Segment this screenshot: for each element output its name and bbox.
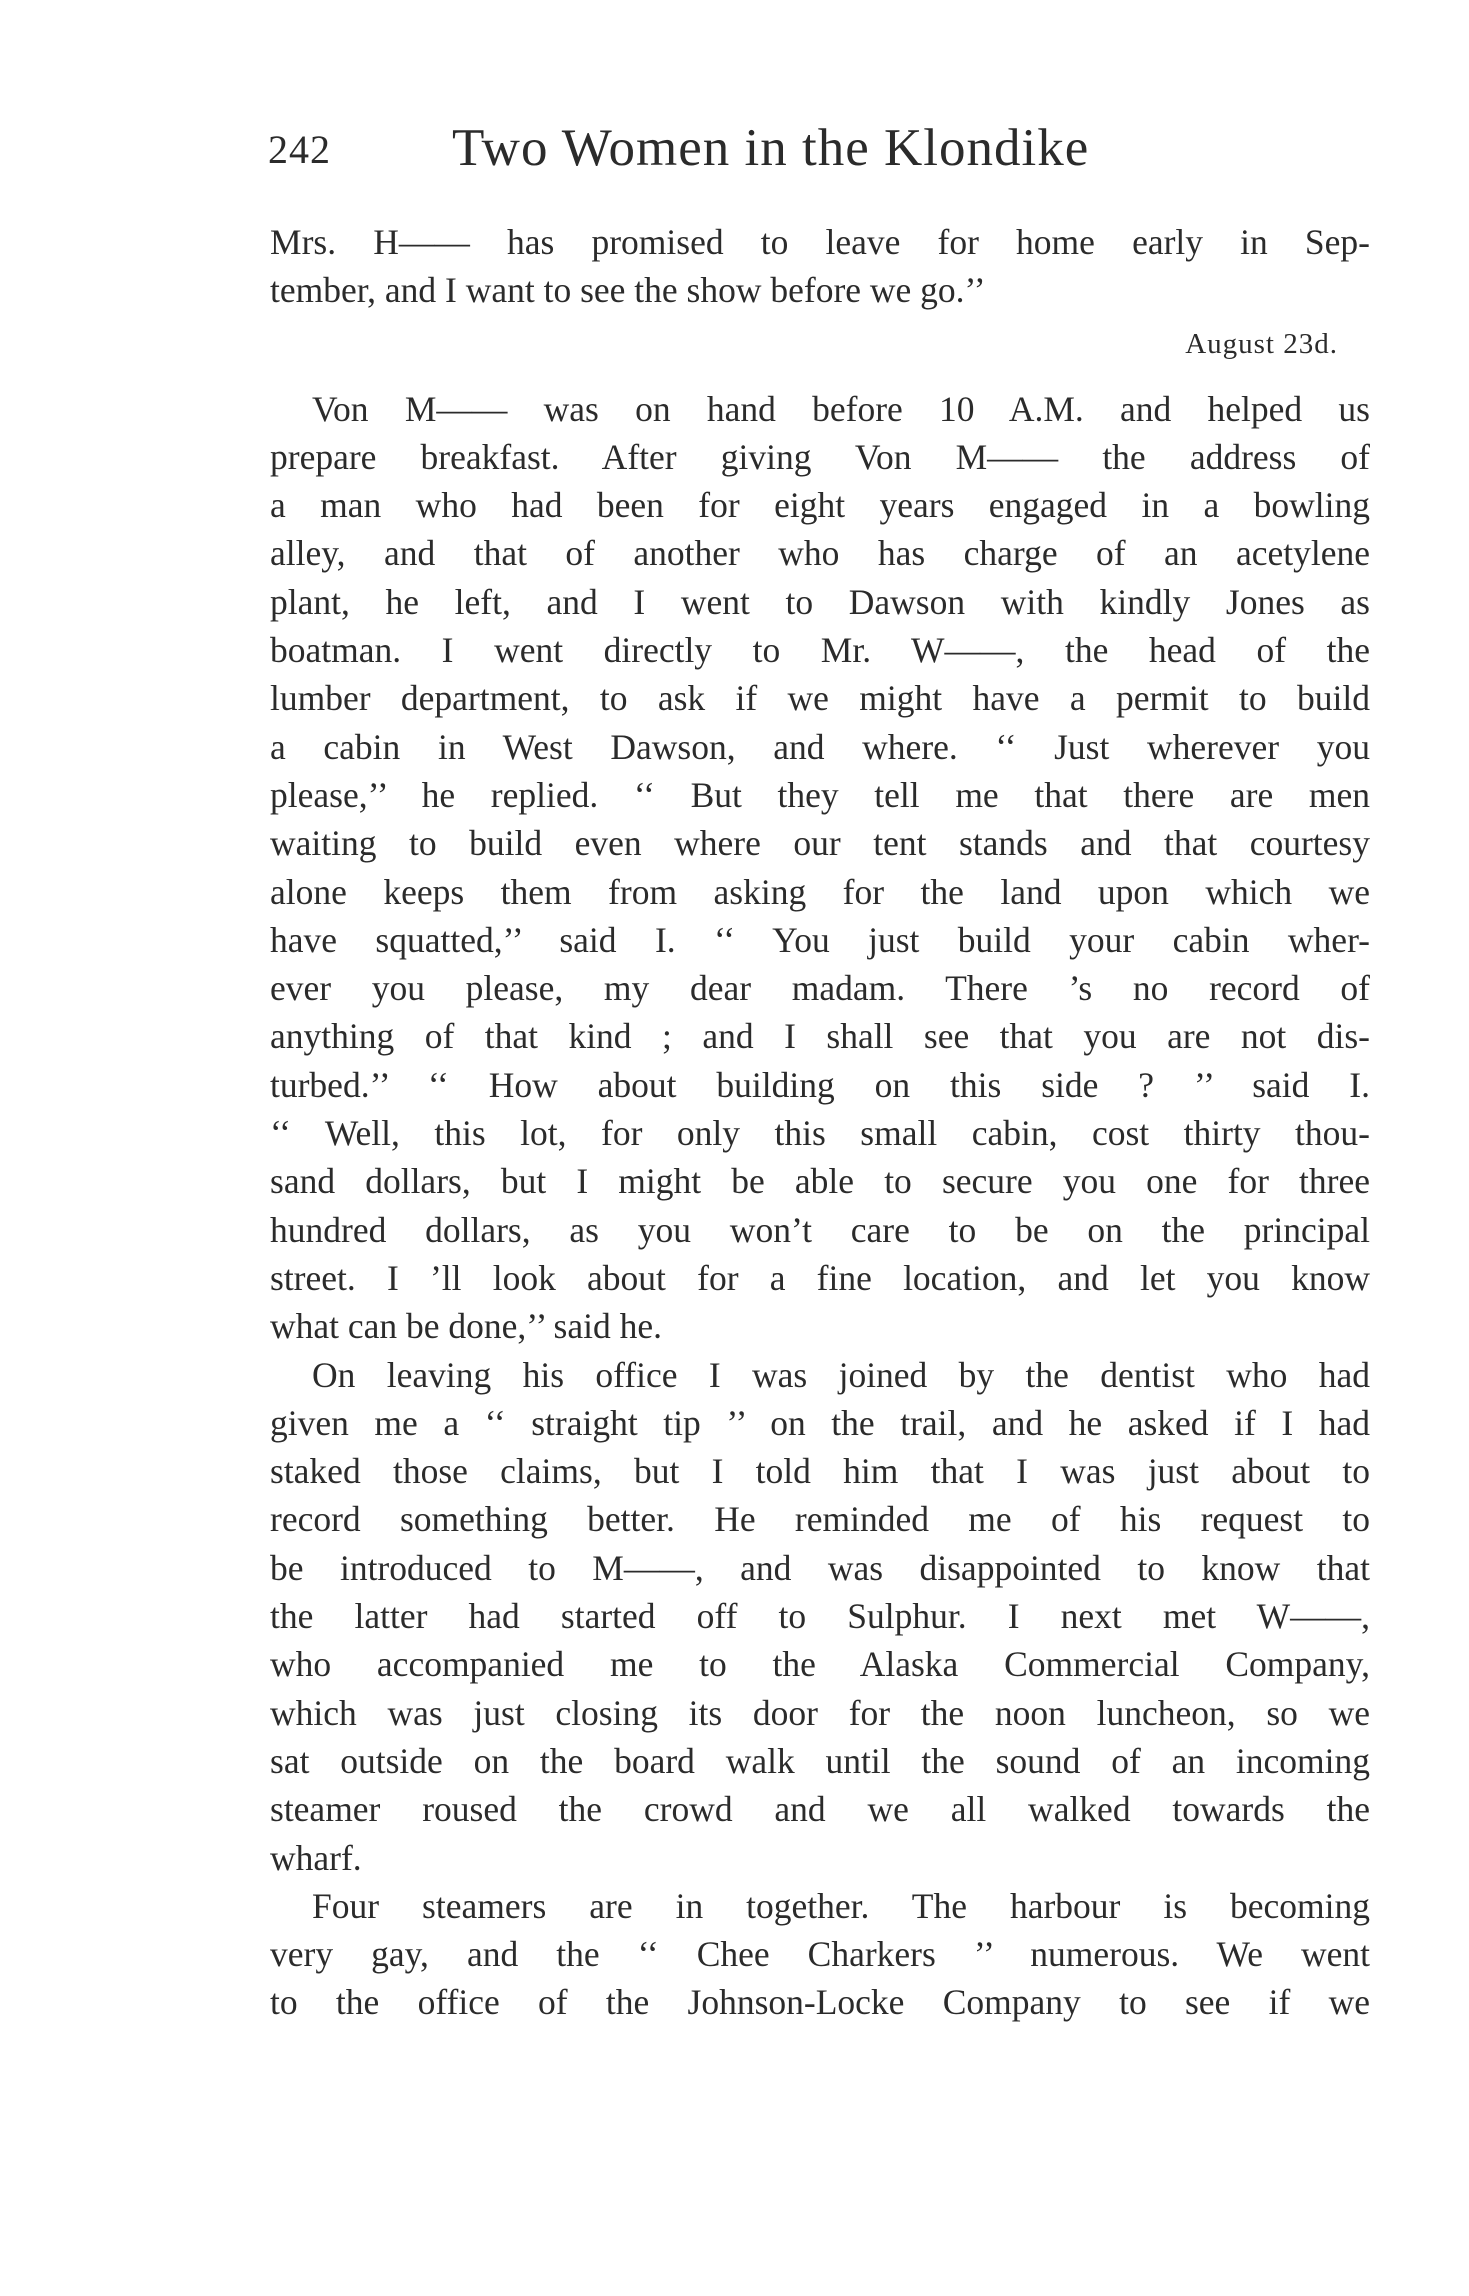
text-line: steamer roused the crowd and we all walked towards the xyxy=(270,1789,1370,1830)
text-line: hundred dollars, as you won’t care to be on the principal xyxy=(270,1209,1370,1250)
text-line: anything of that kind ; and I shall see that you are not dis- xyxy=(270,1016,1370,1057)
text-line: boatman. I went directly to Mr. W——, the head of the xyxy=(270,630,1370,671)
text-line: lumber department, to ask if we might have a permit to build xyxy=(270,678,1370,719)
text-line: record something better. He reminded me of his request to xyxy=(270,1499,1370,1540)
text-line: the latter had started off to Sulphur. I next met W——, xyxy=(270,1596,1370,1637)
text-line: Von M—— was on hand before 10 A.M. and helped us xyxy=(312,388,1370,429)
text-line: prepare breakfast. After giving Von M—— the address of xyxy=(270,436,1370,477)
text-line: a man who had been for eight years engaged in a bowling xyxy=(270,485,1370,526)
text-line: Mrs. H—— has promised to leave for home early in Sep- xyxy=(270,222,1370,262)
body-text xyxy=(270,218,1370,2027)
opening-continuation xyxy=(270,218,1370,315)
text-line: ‘‘ Well, this lot, for only this small cabin, cost thirty thou- xyxy=(270,1113,1370,1154)
text-line: waiting to build even where our tent stands and that courtesy xyxy=(270,823,1370,864)
text-line: sat outside on the board walk until the sound of an incoming xyxy=(270,1740,1370,1781)
text-line: have squatted,’’ said I. ‘‘ You just build your cabin wher- xyxy=(270,919,1370,960)
text-line: which was just closing its door for the noon luncheon, so we xyxy=(270,1692,1370,1733)
text-line: be introduced to M——, and was disappointed to know that xyxy=(270,1547,1370,1588)
text-line: Four steamers are in together. The harbour is becoming xyxy=(312,1885,1370,1926)
text-line: what can be done,’’ said he. xyxy=(270,1306,662,1347)
text-line: tember, and I want to see the show before we go.’’ xyxy=(270,270,986,311)
text-line: alone keeps them from asking for the land upon which we xyxy=(270,871,1370,912)
text-line: to the office of the Johnson-Locke Company to see if we xyxy=(270,1982,1370,2023)
text-line: staked those claims, but I told him that I was just about to xyxy=(270,1451,1370,1492)
paragraph-3 xyxy=(270,1882,1370,2027)
text-line: please,’’ he replied. ‘‘ But they tell me that there are men xyxy=(270,774,1370,815)
text-line: plant, he left, and I went to Dawson with kindly Jones as xyxy=(270,581,1370,622)
paragraph-1 xyxy=(270,385,1370,1351)
text-line: alley, and that of another who has charge of an acetylene xyxy=(270,533,1370,574)
dateline: August 23d. xyxy=(1185,327,1338,360)
text-line: ever you please, my dear madam. There ’s no record of xyxy=(270,968,1370,1009)
page-number: 242 xyxy=(268,127,331,172)
text-line: sand dollars, but I might be able to secure you one for three xyxy=(270,1161,1370,1202)
text-line: wharf. xyxy=(270,1837,362,1878)
text-line: a cabin in West Dawson, and where. ‘‘ Just wherever you xyxy=(270,726,1370,767)
running-title: Two Women in the Klondike xyxy=(452,119,1090,177)
text-line: who accompanied me to the Alaska Commercial Company, xyxy=(270,1644,1370,1685)
text-line: turbed.’’ ‘‘ How about building on this side ? ’’ said I. xyxy=(270,1064,1370,1105)
paragraph-2 xyxy=(270,1351,1370,1882)
text-line: very gay, and the ‘‘ Chee Charkers ’’ numerous. We went xyxy=(270,1934,1370,1975)
running-header xyxy=(268,118,1278,188)
text-line: given me a ‘‘ straight tip ’’ on the trail, and he asked if I had xyxy=(270,1402,1370,1443)
text-line: street. I ’ll look about for a fine location, and let you know xyxy=(270,1257,1370,1298)
text-line: On leaving his office I was joined by the dentist who had xyxy=(312,1354,1370,1395)
